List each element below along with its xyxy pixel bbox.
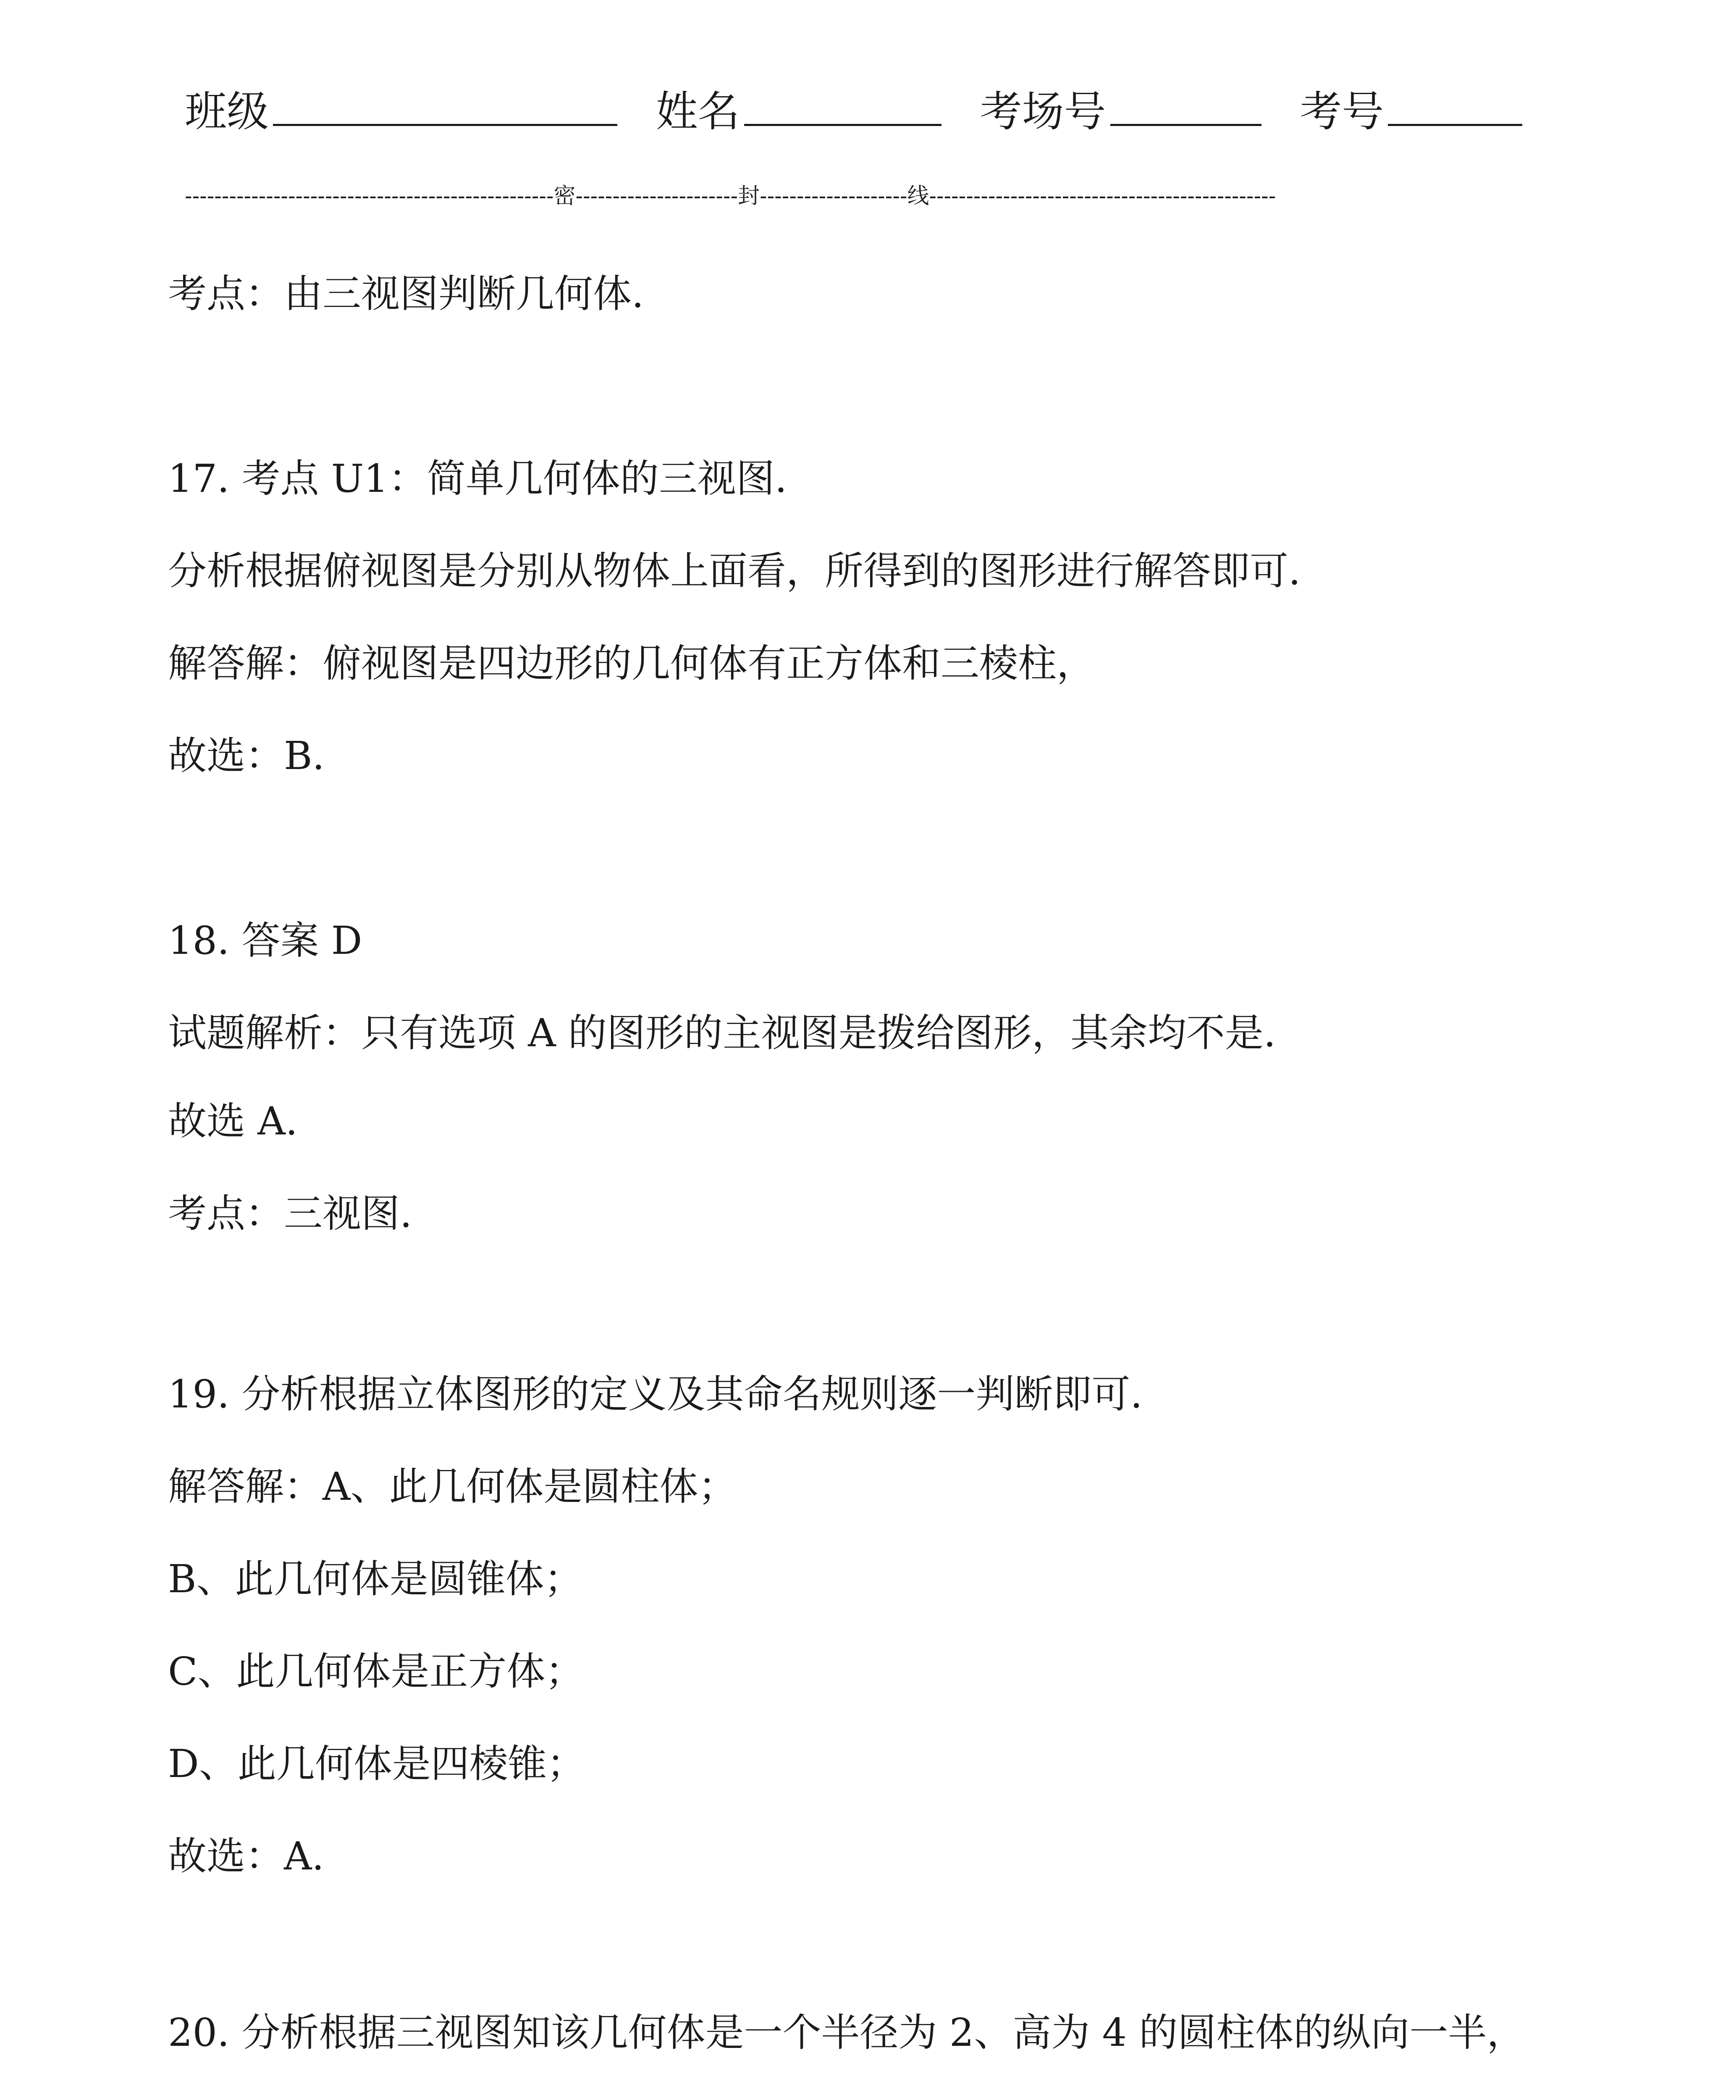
class-blank bbox=[273, 84, 617, 126]
text-line: 解答解：俯视图是四边形的几何体有正方体和三棱柱， bbox=[168, 641, 1096, 686]
text-line: B、此几何体是圆锥体； bbox=[168, 1557, 583, 1601]
text-line: 故选：B. bbox=[168, 733, 325, 778]
exam-header bbox=[185, 84, 1547, 139]
class-label: 班级 bbox=[185, 87, 269, 136]
room-label: 考场号 bbox=[980, 87, 1106, 136]
text-line: 解答解：A、此几何体是圆柱体； bbox=[168, 1464, 737, 1509]
text-line: 试题解析：只有选项 A 的图形的主视图是拨给图形，其余均不是. bbox=[168, 1011, 1276, 1055]
text-line: 故选：A. bbox=[168, 1834, 324, 1879]
text-line: 考点：由三视图判断几何体. bbox=[168, 271, 644, 316]
text-line: C、此几何体是正方体； bbox=[168, 1649, 584, 1694]
text-line: 考点：三视图. bbox=[168, 1191, 412, 1236]
name-label: 姓名 bbox=[656, 87, 740, 136]
exam-no-blank bbox=[1388, 84, 1522, 126]
text-line: 故选 A. bbox=[168, 1099, 298, 1144]
room-field bbox=[980, 84, 1261, 139]
question-18-title: 18. 答案 D bbox=[168, 918, 362, 963]
question-20-title: 20. 分析根据三视图知该几何体是一个半径为 2、高为 4 的圆柱体的纵向一半， bbox=[168, 2010, 1526, 2055]
seal-line: --------------------------------------------------密----------------------封--------------------线----------------------------------------------- bbox=[185, 184, 1276, 209]
text-line: D、此几何体是四棱锥； bbox=[168, 1741, 585, 1786]
question-19-title: 19. 分析根据立体图形的定义及其命名规则逐一判断即可. bbox=[168, 1372, 1143, 1417]
name-blank bbox=[744, 84, 941, 126]
exam-no-label: 考号 bbox=[1300, 87, 1384, 136]
exam-no-field bbox=[1300, 84, 1522, 139]
class-field bbox=[185, 84, 617, 139]
name-field bbox=[656, 84, 941, 139]
question-17-title: 17. 考点 U1：简单几何体的三视图. bbox=[168, 456, 787, 501]
text-line: 分析根据俯视图是分别从物体上面看，所得到的图形进行解答即可. bbox=[168, 549, 1301, 593]
room-blank bbox=[1110, 84, 1261, 126]
